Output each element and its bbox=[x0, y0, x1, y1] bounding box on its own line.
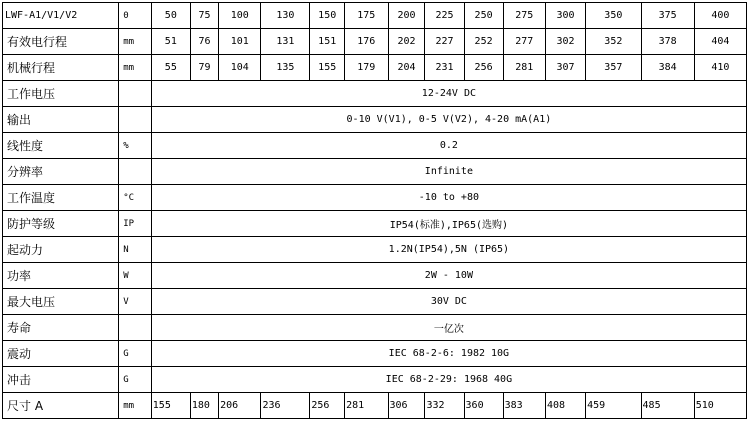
spec-value: 2W - 10W bbox=[151, 263, 746, 289]
value-cell: 306 bbox=[388, 393, 425, 419]
value-cell: 101 bbox=[219, 29, 261, 55]
value-cell: 307 bbox=[545, 55, 585, 81]
row-label: 寿命 bbox=[3, 315, 119, 341]
spec-row bbox=[3, 315, 747, 341]
value-cell: 252 bbox=[464, 29, 503, 55]
value-cell: 130 bbox=[261, 3, 310, 29]
row-label: 工作温度 bbox=[3, 185, 119, 211]
value-cell: 256 bbox=[464, 55, 503, 81]
value-cell: 202 bbox=[388, 29, 425, 55]
value-cell: 383 bbox=[503, 393, 545, 419]
value-cell: 55 bbox=[151, 55, 190, 81]
value-cell: 225 bbox=[425, 3, 464, 29]
value-cell: 151 bbox=[310, 29, 345, 55]
row-label: 冲击 bbox=[3, 367, 119, 393]
row-label: 机械行程 bbox=[3, 55, 119, 81]
spec-row bbox=[3, 393, 747, 419]
value-cell: 50 bbox=[151, 3, 190, 29]
value-cell: 179 bbox=[345, 55, 388, 81]
value-cell: 155 bbox=[310, 55, 345, 81]
value-cell: 250 bbox=[464, 3, 503, 29]
spec-row bbox=[3, 367, 747, 393]
row-label: 功率 bbox=[3, 263, 119, 289]
value-cell: 204 bbox=[388, 55, 425, 81]
spec-row bbox=[3, 3, 747, 29]
spec-row bbox=[3, 133, 747, 159]
row-unit: IP bbox=[119, 211, 152, 237]
spec-row bbox=[3, 159, 747, 185]
value-cell: 51 bbox=[151, 29, 190, 55]
row-label: 有效电行程 bbox=[3, 29, 119, 55]
spec-row bbox=[3, 81, 747, 107]
value-cell: 352 bbox=[586, 29, 641, 55]
value-cell: 175 bbox=[345, 3, 388, 29]
value-cell: 485 bbox=[641, 393, 694, 419]
value-cell: 302 bbox=[545, 29, 585, 55]
value-cell: 400 bbox=[694, 3, 746, 29]
row-unit: °C bbox=[119, 185, 152, 211]
row-label: 最大电压 bbox=[3, 289, 119, 315]
spec-value: 30V DC bbox=[151, 289, 746, 315]
spec-value: 0.2 bbox=[151, 133, 746, 159]
row-label: 线性度 bbox=[3, 133, 119, 159]
row-label: 输出 bbox=[3, 107, 119, 133]
value-cell: 79 bbox=[190, 55, 218, 81]
spec-row bbox=[3, 341, 747, 367]
row-label: 工作电压 bbox=[3, 81, 119, 107]
spec-row bbox=[3, 29, 747, 55]
value-cell: 231 bbox=[425, 55, 464, 81]
value-cell: 155 bbox=[151, 393, 190, 419]
value-cell: 131 bbox=[261, 29, 310, 55]
spec-value: Infinite bbox=[151, 159, 746, 185]
value-cell: 256 bbox=[310, 393, 345, 419]
value-cell: 408 bbox=[545, 393, 585, 419]
spec-value: IEC 68-2-29: 1968 40G bbox=[151, 367, 746, 393]
value-cell: 135 bbox=[261, 55, 310, 81]
spec-row bbox=[3, 185, 747, 211]
row-unit: W bbox=[119, 263, 152, 289]
spec-row bbox=[3, 237, 747, 263]
row-unit: mm bbox=[119, 55, 152, 81]
value-cell: 100 bbox=[219, 3, 261, 29]
value-cell: 236 bbox=[261, 393, 310, 419]
row-unit: % bbox=[119, 133, 152, 159]
value-cell: 410 bbox=[694, 55, 746, 81]
value-cell: 360 bbox=[464, 393, 503, 419]
value-cell: 378 bbox=[641, 29, 694, 55]
row-unit: 0 bbox=[119, 3, 152, 29]
row-unit: mm bbox=[119, 393, 152, 419]
spec-value: IEC 68-2-6: 1982 10G bbox=[151, 341, 746, 367]
row-label: 防护等级 bbox=[3, 211, 119, 237]
value-cell: 150 bbox=[310, 3, 345, 29]
spec-row bbox=[3, 211, 747, 237]
row-unit bbox=[119, 81, 152, 107]
value-cell: 75 bbox=[190, 3, 218, 29]
value-cell: 459 bbox=[586, 393, 641, 419]
value-cell: 76 bbox=[190, 29, 218, 55]
value-cell: 275 bbox=[503, 3, 545, 29]
value-cell: 404 bbox=[694, 29, 746, 55]
row-unit bbox=[119, 107, 152, 133]
row-unit bbox=[119, 315, 152, 341]
row-label: 尺寸 A bbox=[3, 393, 119, 419]
row-label: LWF-A1/V1/V2 bbox=[3, 3, 119, 29]
spec-value: -10 to +80 bbox=[151, 185, 746, 211]
row-label: 起动力 bbox=[3, 237, 119, 263]
spec-value: IP54(标准),IP65(选购) bbox=[151, 211, 746, 237]
row-unit: mm bbox=[119, 29, 152, 55]
spec-value: 12-24V DC bbox=[151, 81, 746, 107]
value-cell: 176 bbox=[345, 29, 388, 55]
value-cell: 510 bbox=[694, 393, 746, 419]
value-cell: 384 bbox=[641, 55, 694, 81]
value-cell: 180 bbox=[190, 393, 218, 419]
value-cell: 281 bbox=[503, 55, 545, 81]
row-unit: N bbox=[119, 237, 152, 263]
row-label: 分辨率 bbox=[3, 159, 119, 185]
value-cell: 277 bbox=[503, 29, 545, 55]
value-cell: 104 bbox=[219, 55, 261, 81]
spec-value: 1.2N(IP54),5N (IP65) bbox=[151, 237, 746, 263]
spec-row bbox=[3, 55, 747, 81]
spec-row bbox=[3, 289, 747, 315]
value-cell: 227 bbox=[425, 29, 464, 55]
row-unit: V bbox=[119, 289, 152, 315]
row-label: 震动 bbox=[3, 341, 119, 367]
row-unit: G bbox=[119, 367, 152, 393]
value-cell: 357 bbox=[586, 55, 641, 81]
value-cell: 281 bbox=[345, 393, 388, 419]
row-unit bbox=[119, 159, 152, 185]
spec-value: 0-10 V(V1), 0-5 V(V2), 4-20 mA(A1) bbox=[151, 107, 746, 133]
spec-row bbox=[3, 263, 747, 289]
value-cell: 206 bbox=[219, 393, 261, 419]
value-cell: 200 bbox=[388, 3, 425, 29]
value-cell: 375 bbox=[641, 3, 694, 29]
value-cell: 300 bbox=[545, 3, 585, 29]
value-cell: 350 bbox=[586, 3, 641, 29]
spec-value: 一亿次 bbox=[151, 315, 746, 341]
row-unit: G bbox=[119, 341, 152, 367]
spec-table bbox=[2, 2, 747, 419]
value-cell: 332 bbox=[425, 393, 464, 419]
spec-row bbox=[3, 107, 747, 133]
